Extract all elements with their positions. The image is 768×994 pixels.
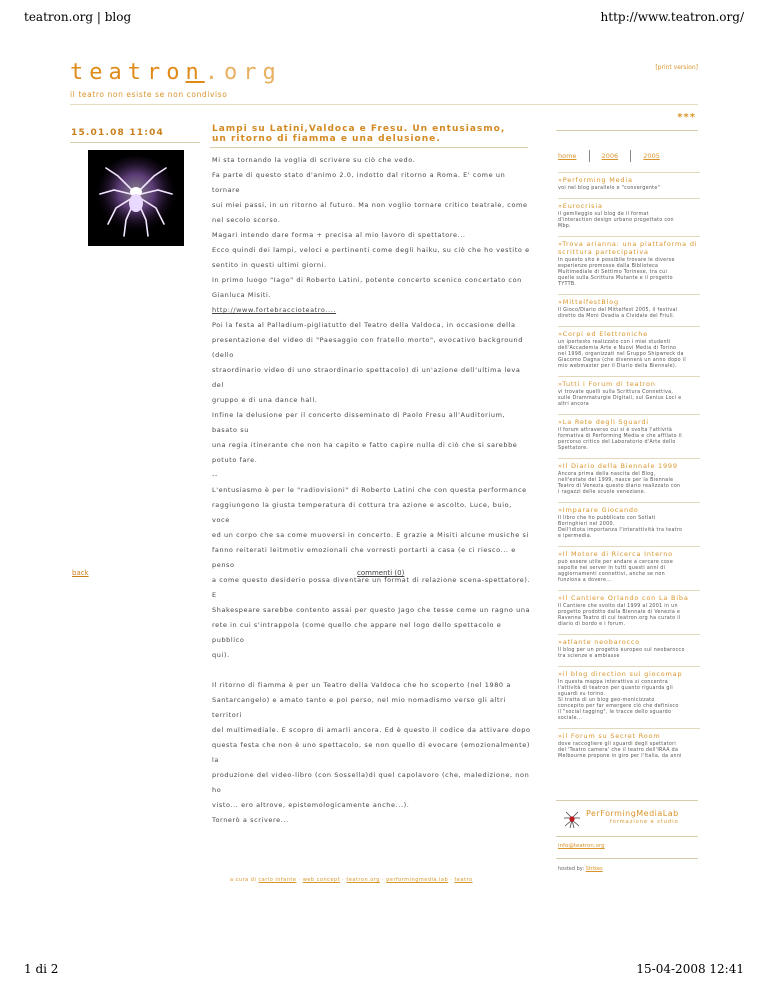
sidebar-item-desc-line: sguardi su torino. [558, 692, 606, 697]
sidebar-item-desc-line: e ipermedia. [558, 534, 592, 539]
print-footer-page: 1 di 2 [24, 962, 59, 976]
sidebar-item-desc-line: vi trovate quelli sulla Scrittura Connettiva, [558, 390, 674, 395]
sidebar-item-desc-line: può essere utile per andare a cercare cose [558, 560, 674, 565]
sidebar-item-desc-line: diario di bordo e i forum. [558, 622, 626, 627]
sidebar-item-desc-line: progetto prodotto dalla Biennale di Venezia e [558, 610, 681, 615]
footer-link-author[interactable]: carlo infante [258, 877, 297, 883]
post-line: a come questo desiderio possa diventare un format di relazione scena-spettatore). E [212, 576, 531, 599]
footer-sep: · [340, 877, 347, 883]
hosted-by [558, 866, 603, 872]
post-line: In primo luogo "Iago" di Roberto Latini, potente concerto scenico concertato con [212, 276, 522, 284]
arrow-icon: » [558, 550, 563, 558]
post-line: nel secolo scorso. [212, 216, 281, 224]
sidebar-item-title[interactable] [558, 176, 700, 184]
sidebar-item-title-text[interactable]: Il Diario della Biennale 1999 [562, 462, 678, 470]
sidebar-item-desc-line: un ipertesto realizzato con i miei studenti [558, 340, 671, 345]
sidebar-item-desc-line: altri ancora [558, 402, 590, 407]
spider-logo-image [88, 150, 184, 246]
sidebar-item-title-text[interactable]: Tutti i Forum di teatron [562, 380, 656, 388]
sidebar-item-title[interactable] [558, 298, 700, 306]
post-line: fanno reiterati leitmotiv emozionali che vorresti portarti a casa (e ci riesco... e penso [212, 546, 516, 569]
comments-link[interactable]: commenti (0) [357, 569, 405, 577]
post-line: L'entusiasmo è per le "radiovisioni" di Roberto Latini che con questa performance [212, 486, 527, 494]
sidebar-item-desc-line: Melbourne propone in giro per l'Italia, da anni [558, 754, 682, 759]
sidebar-item-desc-line: Il blog per un progetto europeo sul neobarocco [558, 648, 685, 653]
sidebar-item-desc-line: TYTTB. [558, 282, 577, 287]
sidebar-item-desc-line: il forum attraverso cui si è svolta l'attività [558, 428, 673, 433]
sidebar-item-title-text[interactable]: Trova arianna: una piattaforma di scrittura partecipativa [558, 240, 698, 256]
footer-link-teatron[interactable]: teatron.org [346, 877, 380, 883]
sidebar-item-desc-line: esperienze promosse dalla Biblioteca [558, 264, 659, 269]
sidebar-item-desc-line: Il Gioco/Diario del Mittelfest 2005, il festival [558, 308, 678, 313]
sidebar-item-desc [558, 680, 700, 722]
sidebar-item-desc [558, 472, 700, 496]
sidebar-item-desc-line: diretto da Moni Ovadia a Cividale del Friuli. [558, 314, 675, 319]
sidebar-item-desc-line: mio webmaster per il Diario della Biennale). [558, 364, 677, 369]
sidebar-item-desc-line: il gemlleggio sul blog de il format [558, 212, 649, 217]
post-line: Gianluca Misiti. [212, 291, 272, 299]
sidebar-item-desc-line: Dell'idiota importanza l'interattività tra teatro [558, 528, 683, 533]
post-line: Poi la festa al Palladium-pigliatutto del Teatro della Valdoca, in occasione della [212, 321, 516, 329]
sidebar-item-title[interactable] [558, 594, 700, 602]
arrow-icon: » [558, 594, 563, 602]
sidebar-item-title-text[interactable]: Il Motore di Ricerca Interno [562, 550, 673, 558]
sidebar-top-divider [556, 130, 698, 131]
sidebar-item-title[interactable] [558, 550, 700, 558]
sidebar-item-title-text[interactable]: La Rete degli Sguardi [562, 418, 649, 426]
arrow-icon: » [558, 670, 563, 678]
sidebar-item-desc [558, 648, 700, 660]
post-line: Shakespeare sarebbe contento assai per questo Jago che tesse come un ragno una [212, 606, 531, 614]
post-body [212, 153, 532, 828]
sidebar-item-desc-line: Boringhieri nel 2000. [558, 522, 615, 527]
post-line: Tornerò a scrivere... [212, 816, 289, 824]
logo-text-3: .org [204, 60, 282, 85]
footer-sep: · [379, 877, 387, 883]
sidebar-item [558, 236, 700, 294]
sidebar-item-desc [558, 340, 700, 370]
post-line: Il ritorno di fiamma è per un Teatro della Valdoca che ho scoperto (nel 1980 a [212, 681, 511, 689]
sidebar-item-desc-line: Giacomo Dagna (che divennerà un anno dopo il [558, 358, 686, 363]
sidebar-item [558, 590, 700, 634]
sidebar-item [558, 728, 700, 766]
post-line: -- [212, 471, 218, 479]
post-date: 15.01.08 11:04 [71, 128, 164, 138]
sidebar-item-title[interactable] [558, 418, 700, 426]
sidebar-item [558, 414, 700, 458]
sidebar-item-desc-line: voi nel blog parallelo e "convergente" [558, 186, 661, 191]
lab-divider-top [556, 800, 698, 801]
sidebar-item-desc-line: d'interaction design urbano progettato con [558, 218, 674, 223]
sidebar-item-desc-line: Multimediale di Settimo Torinese, tra cui [558, 270, 668, 275]
post-line: Santarcangelo) e amato tanto e poi perso, nel mio nomadismo verso gli altri territori [212, 696, 506, 719]
sidebar-item-desc-line: In questa mappa interattiva si concentra [558, 680, 668, 685]
post-line: Ecco quindi dei lampi, veloci e pertinenti come degli haiku, su ciò che ho vestito e [212, 246, 530, 254]
sidebar-item-title[interactable] [558, 462, 700, 470]
sidebar-item-desc-line: nel 1998, organizzati nel Gruppo Shipwreck da [558, 352, 684, 357]
sidebar-item-title[interactable] [558, 202, 700, 210]
sidebar-item [558, 666, 700, 728]
sidebar-item-desc [558, 560, 700, 584]
nav-separator [630, 150, 631, 162]
post-line: Mi sta tornando la voglia di scrivere su ciò che vedo. [212, 156, 416, 164]
hosted-by-label: hosted by: [558, 866, 585, 872]
header-divider [70, 104, 698, 105]
sidebar-item-desc [558, 516, 700, 540]
sidebar-item [558, 376, 700, 414]
sidebar-item-title-text[interactable]: MittelfestBlog [562, 298, 619, 306]
sidebar-item-title-text[interactable]: Eurocrisia [562, 202, 603, 210]
sidebar-item-desc-line: sulle Drammaturgie Digitali, sul Genius Loci e [558, 396, 682, 401]
post-line[interactable]: http://www.fortebraccioteatro.... [212, 306, 337, 314]
sidebar-stars: *** [677, 112, 696, 123]
print-header-url: http://www.teatron.org/ [600, 10, 744, 24]
sidebar-item-desc-line: tra scienze e ambiasse [558, 654, 620, 659]
hosted-by-link[interactable]: Strikes [585, 866, 603, 872]
sidebar-item-desc-line: Ancora prima della nascita del Blog, [558, 472, 656, 477]
arrow-icon: » [558, 380, 563, 388]
sidebar-item-desc-line: aggiornamenti connettivi, anche se non [558, 572, 666, 577]
date-divider [70, 142, 200, 143]
post-title: Lampi su Latini,Valdoca e Fresu. Un entusiasmo, un ritorno di fiamma e una delusione. [212, 124, 506, 144]
footer-sep: · [448, 877, 455, 883]
arrow-icon: » [558, 638, 563, 646]
nav-separator [589, 150, 590, 162]
sidebar-item-desc-line: percorso critico del Laboratorio d'Arte dello [558, 440, 676, 445]
post-line: Magari intendo dare forma + precisa al mio lavoro di spettatore... [212, 231, 466, 239]
nav-home[interactable]: home [558, 152, 577, 160]
email-link[interactable]: info@teatron.org [558, 843, 605, 849]
arrow-icon: » [558, 506, 563, 514]
site-logo[interactable] [70, 60, 282, 85]
sidebar-item-desc-line: nell'estate del 1999, nasce per la Biennale [558, 478, 674, 483]
sidebar-item-desc [558, 308, 700, 320]
sidebar-nav [558, 150, 660, 162]
site-tagline: il teatro non esiste se non condiviso [70, 90, 228, 99]
post-line: sentito in questi ultimi giorni. [212, 261, 327, 269]
footer-prefix: a cura di [230, 877, 257, 883]
sidebar-item-desc [558, 428, 700, 452]
post-line: una regia itinerante che non ha capito e fatto capire nulla di ciò che si sarebbe [212, 441, 518, 449]
print-header-title: teatron.org | blog [24, 10, 132, 24]
sidebar-item [558, 294, 700, 326]
post-line: produzione del video-libro (con Sossella)di quel capolavoro (che, maledizione, non ho [212, 771, 530, 794]
sidebar-item-title[interactable] [558, 638, 700, 646]
sidebar-item-desc-line: concepito per far emergere ciò che definisco [558, 704, 679, 709]
sidebar-item-desc-line: del 'Teatro camera' che il teatro dell'IRAA da [558, 748, 679, 753]
sidebar-item-desc-line: i ragazzi delle scuole veneziane. [558, 490, 646, 495]
sidebar-item-title-text[interactable]: il Forum su Secret Room [562, 732, 661, 740]
sidebar-item [558, 198, 700, 236]
post-line: presentazione del video di "Paesaggio con fratello morto", evocativo background (dello [212, 336, 523, 359]
sidebar-link-list [558, 172, 700, 766]
arrow-icon: » [558, 732, 563, 740]
sidebar-item-desc-line: dell'Accademia Arte e Nuovi Media di Torino [558, 346, 677, 351]
print-footer-timestamp: 15-04-2008 12:41 [636, 962, 744, 976]
back-link[interactable]: back [72, 569, 89, 577]
sidebar-item-desc [558, 186, 700, 192]
sidebar-item-desc-line: sepolte nei server in tutti questi anni di [558, 566, 666, 571]
print-version-link[interactable]: [print version] [655, 64, 698, 71]
spider-lab-icon [562, 809, 582, 829]
email-divider [556, 858, 698, 859]
sidebar-item-title[interactable] [558, 240, 700, 256]
arrow-icon: » [558, 176, 563, 184]
post-line: ed un corpo che sa come muoversi in concerto. E grazie a Misiti alcune musiche si [212, 531, 529, 539]
post-line: potuto fare. [212, 456, 258, 464]
sidebar-item-desc-line: funziona a dovere... [558, 578, 612, 583]
sidebar-item-title-text[interactable]: Imparare Giocando [562, 506, 639, 514]
sidebar-item-title[interactable] [558, 330, 700, 338]
arrow-icon: » [558, 330, 563, 338]
logo-text-2: n [185, 60, 205, 85]
post-line: rete in cui s'intrappola (come quello che appare nel logo dello spettacolo e pubblico [212, 621, 502, 644]
logo-text-1: teatro [70, 60, 186, 85]
title-divider [210, 147, 528, 148]
post-line: sui miei passi, in un ritorno al futuro. Ma non voglio tornare critico teatrale, come [212, 201, 528, 209]
sidebar-item-desc-line: Il Cantiere che svolto dal 1999 al 2001 in un [558, 604, 678, 609]
sidebar-item-desc-line: quelle sulla Scrittura Mutante e il progetto [558, 276, 673, 281]
sidebar-item-desc-line: Ravenna Teatro di cui teatron.org ha curato il [558, 616, 681, 621]
footer-link-teatro[interactable]: teatro [454, 877, 473, 883]
site-footer [230, 877, 473, 883]
post-line [212, 663, 532, 678]
post-line: Fa parte di questo stato d'animo 2.0, indotto dal ritorno a Roma. E' come un tornare [212, 171, 506, 194]
lab-divider-bottom [556, 836, 698, 837]
arrow-icon: » [558, 462, 563, 470]
nav-2006[interactable]: 2006 [601, 152, 619, 160]
footer-link-concept[interactable]: web concept [302, 877, 341, 883]
post-line: qui). [212, 651, 230, 659]
sidebar-item-desc-line: Spettatore. [558, 446, 589, 451]
sidebar-item-desc-line: il "social tagging", le tracce dello sguardo [558, 710, 672, 715]
sidebar-item-title-text[interactable]: Corpi ed Elettroniche [562, 330, 648, 338]
sidebar-item-desc [558, 258, 700, 288]
arrow-icon: » [558, 240, 563, 248]
nav-2005[interactable]: 2005 [643, 152, 660, 160]
sidebar-item-desc-line: Mbp. [558, 224, 571, 229]
sidebar-item-title[interactable] [558, 380, 700, 388]
arrow-icon: » [558, 202, 563, 210]
sidebar-item [558, 326, 700, 376]
post-line: questa festa che non è uno spettacolo, se non quello di evocare (emozionalmente) la [212, 741, 531, 764]
sidebar-item-title-text[interactable]: Il Cantiere Orlando con La Biba [562, 594, 689, 602]
sidebar-item-desc [558, 390, 700, 408]
sidebar-item-desc-line: dove raccogliere gli sguardi degli spettatori [558, 742, 677, 747]
sidebar-item-title[interactable] [558, 732, 700, 740]
lab-title[interactable]: PerFormingMediaLab [586, 809, 679, 818]
sidebar-item [558, 634, 700, 666]
footer-sep: · [296, 877, 303, 883]
arrow-icon: » [558, 298, 563, 306]
sidebar-item-title-text[interactable]: atlante neobarocco [562, 638, 641, 646]
lab-subtitle: formazione e studio [610, 819, 679, 825]
sidebar-item-desc-line: Si tratta di un blog geo-monicizzato [558, 698, 655, 703]
sidebar-item-desc-line: sociale... [558, 716, 583, 721]
arrow-icon: » [558, 418, 563, 426]
sidebar-item-desc-line: Il libro che ho pubblicato con Sotlati [558, 516, 656, 521]
sidebar-item [558, 172, 700, 198]
sidebar-item-desc [558, 742, 700, 760]
post-line: Infine la delusione per il concerto disseminato di Paolo Fresu all'Auditorium, basato su [212, 411, 506, 434]
sidebar-item-title-text[interactable]: Performing Media [562, 176, 633, 184]
sidebar-item [558, 458, 700, 502]
sidebar-item [558, 502, 700, 546]
sidebar-item-desc-line: In questo sito è possibile trovare le diverse [558, 258, 675, 263]
post-line: straordinario video di uno straordinario spettacolo) di un'azione dell'ultima leva del [212, 366, 521, 389]
sidebar-item-desc-line: formativa di Performing Media e che affilato il [558, 434, 682, 439]
sidebar-item-desc-line: l'attività di teatron per quanto riguarda gli [558, 686, 673, 691]
sidebar-item-title[interactable] [558, 506, 700, 514]
sidebar-item-desc [558, 604, 700, 628]
sidebar-item-desc-line: Teatro di Venezia questo diario realizzato con [558, 484, 681, 489]
sidebar-item-desc [558, 212, 700, 230]
sidebar-item [558, 546, 700, 590]
post-line: raggiungono la giusta temperatura di cottura tra azione e ascolto. Luce, buio, voce [212, 501, 512, 524]
post-line: visto... ero altrove, epistemologicamente anche...). [212, 801, 410, 809]
sidebar-item-title[interactable] [558, 670, 700, 678]
sidebar-item-title-text[interactable]: il blog direction sui giocomap [562, 670, 683, 678]
post-line: del multimediale. E scopro di amarli ancora. Ed è questo il codice da attivare dopo [212, 726, 531, 734]
footer-link-pmlab[interactable]: performingmedia.lab [386, 877, 449, 883]
post-line: gruppo e di una dance hall. [212, 396, 318, 404]
